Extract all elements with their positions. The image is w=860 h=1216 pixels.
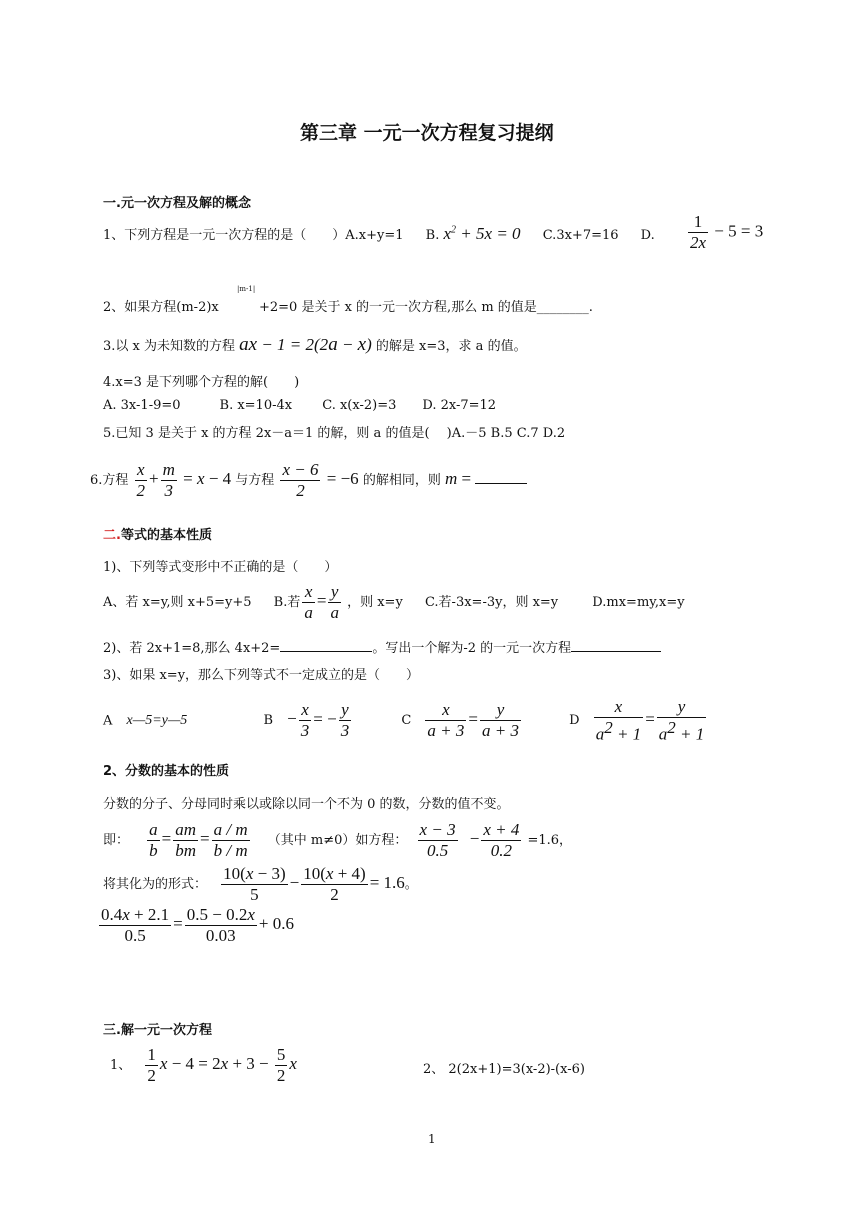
option-a: A、若 x=y,则 x+5=y+5: [103, 595, 252, 610]
section-heading-fraction: 2、分数的基本的性质: [103, 764, 230, 779]
q1-b: B.: [425, 228, 440, 243]
fraction-property-desc: 分数的分子、分母同时乘以或除以同一个不为 0 的数，分数的值不变。: [103, 797, 510, 812]
question-1-1: [103, 224, 655, 244]
answer-blank[interactable]: [475, 483, 527, 484]
option-b: B.若: [273, 595, 301, 610]
q2-2-text2: 。写出一个解为-2 的一元一次方程: [372, 641, 572, 656]
q3-prefix: 3.以 x 为未知数的方程: [103, 339, 235, 354]
question-1-3: [103, 334, 527, 356]
question-2-1-options: A、若 x=y,则 x+5=y+5 B.若 $\frac{x}{a}$ = $\frac{y}{a}$ ，则 x=y C.若-3x=-3y，则 x=y D.mx=my,x=y: [103, 582, 685, 622]
q3-equation: ax − 1 = 2(2a − x): [239, 334, 372, 355]
convert-period: 。: [404, 877, 418, 892]
q2-suffix: +2=0 是关于 x 的一元一次方程,那么 m 的值是________.: [259, 300, 593, 315]
problem-1-label: 1、: [110, 1058, 132, 1073]
problem-1: 1、 $\frac{1}{2}$ x − 4 = 2x + 3 − $\frac{5}{2}$ x: [110, 1045, 297, 1085]
option-d: D.mx=my,x=y: [592, 595, 685, 610]
q2-prefix: 2、如果方程(m-2)x: [103, 300, 219, 315]
q1-d-expr: $\frac{1}{2x}$ − 5 = 3: [690, 212, 764, 252]
section-2-number: 二.: [103, 528, 121, 543]
q6-mid: 与方程: [235, 473, 275, 488]
q6-prefix: 6.方程: [90, 473, 129, 488]
section-heading-1: 一.元一次方程及解的概念: [103, 196, 251, 211]
page-number: 1: [428, 1132, 436, 1146]
question-1-4: 4.x=3 是下列哪个方程的解( ): [103, 375, 300, 390]
note-text: （其中 m≠0）如方程：: [267, 833, 408, 848]
q6-suffix: 的解相同，则: [362, 473, 441, 488]
page-title: 第三章 一元一次方程复习提纲: [300, 122, 554, 144]
q3-option-b: B: [263, 713, 274, 729]
option-b-suffix: ，则 x=y: [347, 595, 403, 610]
q1-text: 1、下列方程是一元一次方程的是（ ）A.x+y=1: [103, 228, 404, 243]
question-2-3: 3)、如果 x=y，那么下列等式不一定成立的是（ ）: [103, 668, 420, 683]
question-1-2: [103, 296, 219, 315]
ji-label: 即：: [103, 833, 130, 848]
question-1-6: 6.方程 $\frac{x}{2}$ + $\frac{m}{3}$ = x − 4 与方程 $\frac{x - 6}{2}$ = −6 的解相同，则 m =: [90, 460, 527, 501]
rhs-text: =1.6，: [527, 833, 573, 848]
q3-suffix: 的解是 x=3，求 a 的值。: [375, 339, 527, 354]
blank-2[interactable]: [571, 651, 661, 652]
convert-label: 将其化为的形式：: [103, 877, 208, 892]
blank-1[interactable]: [280, 651, 372, 652]
section-heading-solve: 三.解一元一次方程: [103, 1023, 212, 1038]
q2-2-text1: 2)、若 2x+1=8,那么 4x+2=: [103, 641, 281, 656]
q1-b-expr: $x^2 + 5x = 0$: [443, 224, 521, 243]
question-1-4-options: A. 3x-1-9=0 B. x=10-4x C. x(x-2)=3 D. 2x-7=12: [103, 398, 497, 413]
question-2-2: [103, 637, 661, 656]
problem-2: 2、 2(2x+1)=3(x-2)-(x-6): [423, 1062, 585, 1077]
option-c: C.若-3x=-3y，则 x=y: [424, 595, 559, 610]
fraction-example: 即： $\frac{a}{b}$ = $\frac{am}{bm}$ = $\frac{a / m}{b / m}$ （其中 m≠0）如方程： $\frac{x - 3}{0.5}$ − $\frac{x + 4}{0.2}$ =1.6，: [103, 820, 573, 860]
decimal-equation: $\frac{0.4x + 2.1}{0.5}$ = $\frac{0.5 - 0.2x}{0.03}$ + 0.6: [101, 905, 294, 945]
convert-row: 将其化为的形式： $\frac{10(x - 3)}{5}$ − $\frac{10(x + 4)}{2}$ = 1.6。: [103, 864, 418, 904]
q3-option-a-expr: x—5=y—5: [126, 713, 188, 729]
question-1-5: 5.已知 3 是关于 x 的方程 2x－a＝1 的解，则 a 的值是( )A.－5 B.5 C.7 D.2: [103, 426, 566, 441]
q3-option-c: C: [401, 713, 412, 729]
q3-option-d: D: [569, 713, 580, 729]
q2-exponent: |m-1|: [237, 285, 256, 293]
q1-c: C.3x+7=16: [542, 228, 619, 243]
question-2-3-options: A x—5=y—5 B − $\frac{x}{3}$ = − $\frac{y}{3}$ C $\frac{x}{a + 3}$ = $\frac{y}{a + 3}$ D $\frac{x}{a^2 + 1}$ = $\frac{y}{a^2 + 1}$: [103, 697, 705, 744]
q1-d: D.: [640, 228, 655, 243]
section-2-text: 等式的基本性质: [120, 528, 212, 543]
section-heading-2: [103, 524, 212, 543]
question-2-1: 1)、下列等式变形中不正确的是（ ）: [103, 560, 338, 575]
q3-option-a: A: [103, 713, 113, 729]
